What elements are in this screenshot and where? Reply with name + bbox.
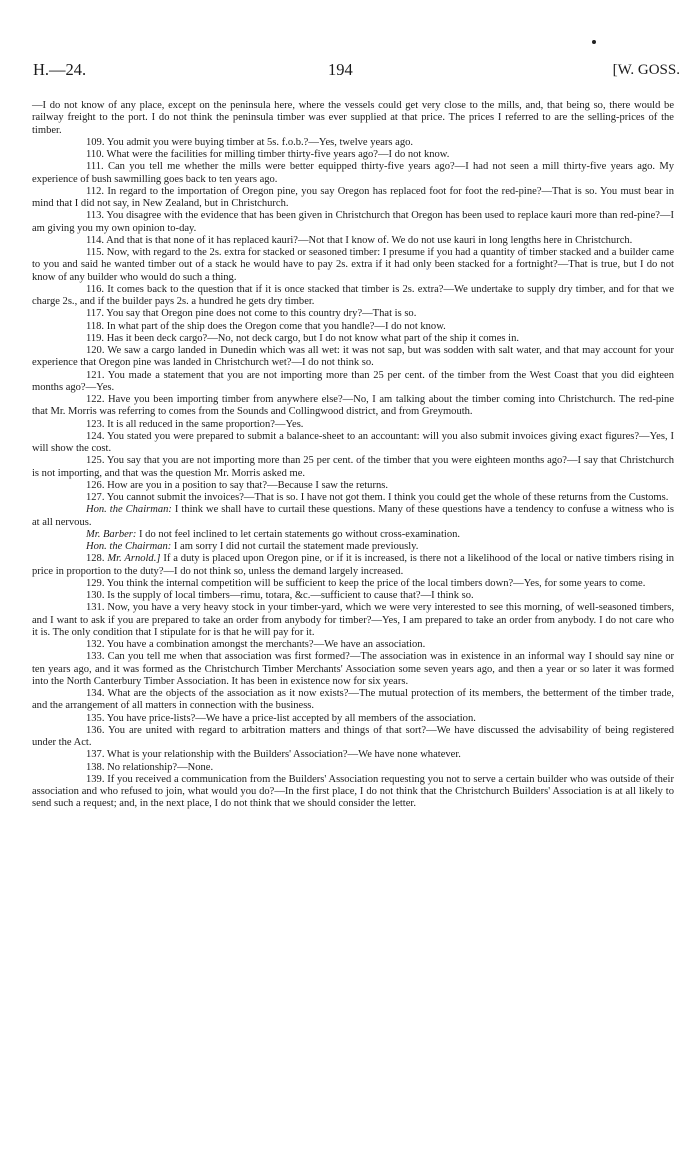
paragraph-text: 127. You cannot submit the invoices?—That is so. I have not got them. I think you could get the whole of these returns from the Customs. (86, 492, 669, 503)
paragraph-text: 134. What are the objects of the association as it now exists?—The mutual protection of its members, the betterment of the timber trade, and the arrangement of all matters in connection with the business. (32, 688, 674, 712)
paragraph-text: 133. Can you tell me when that association was first formed?—The association was in existence in an informal way I should say nine or ten years ago, and it was formed as the Christchurch Timber Merchants' Association some seven years ago, and then a year or so later it was formed into the North Canterbury Timber Association. It has been in existence now for six years. (32, 651, 674, 687)
page-number: 194 (328, 60, 353, 79)
paragraph-text: 110. What were the facilities for milling timber thirty-five years ago?—I do not know. (86, 149, 450, 160)
paragraph-text: 126. How are you in a position to say that?—Because I saw the returns. (86, 479, 388, 491)
paragraph-text: I think we shall have to curtail these questions. Many of these questions have a tendency to confuse a witness who is at all nervous. (32, 504, 674, 528)
paragraph-text: 122. Have you been importing timber from anywhere else?—No, I am talking about the timber coming into Christchurch. The red-pine that Mr. Morris was referring to comes from the Sounds and Collingwood district, and from Greymouth. (32, 394, 674, 418)
testimony-paragraph (32, 394, 674, 419)
testimony-paragraph (32, 480, 674, 492)
paragraph-text: 125. You say that you are not importing more than 25 per cent. of the timber that you were eighteen months ago?—I say that Christchurch is not importing, and that was the question Mr. Morris asked me. (32, 455, 674, 479)
testimony-paragraph (32, 186, 674, 211)
printer-mark (592, 40, 596, 44)
testimony-paragraph (32, 749, 674, 761)
witness-name: [W. GOSS. (612, 62, 680, 78)
paragraph-text: 138. No relationship?—None. (86, 761, 214, 773)
speaker-name: Hon. the Chairman: (86, 504, 172, 516)
testimony-paragraph (32, 161, 674, 186)
paragraph-text: 135. You have price-lists?—We have a price-list accepted by all members of the association. (86, 712, 476, 724)
paragraph-text: 129. You think the internal competition will be sufficient to keep the price of the local timbers down?—Yes, for some years to come. (86, 577, 646, 589)
paragraph-text: 111. Can you tell me whether the mills were better equipped thirty-five years ago?—I had not seen a mill thirty-five years ago. My experience of bush sawmilling goes back to ten years ago. (32, 161, 674, 185)
testimony-paragraph (32, 431, 674, 456)
testimony-paragraph (32, 235, 674, 247)
question-number: 128. (86, 553, 105, 565)
speaker-name: Mr. Barber: (86, 528, 137, 540)
testimony-paragraph (32, 284, 674, 309)
paragraph-text: 114. And that is that none of it has replaced kauri?—Not that I know of. We do not use kauri in long lengths here in Christchurch. (86, 234, 633, 246)
paragraph-text: 139. If you received a communication from the Builders' Association requesting you not to serve a certain builder who was outside of their association and who refused to join, what would you do?—In the first place, I do not think that the Christchurch Builders' Association is at all likely to send such a request; and, in the next place, I do not think that we should consider the letter. (32, 773, 674, 810)
testimony-paragraph (32, 713, 674, 725)
testimony-paragraph (32, 100, 674, 137)
testimony-paragraph (32, 762, 674, 774)
paragraph-text: 113. You disagree with the evidence that has been given in Christchurch that Oregon has been used to replace kauri more than red-pine?—I am giving you my own opinion to-day. (32, 210, 674, 234)
paragraph-text: 115. Now, with regard to the 2s. extra for stacked or seasoned timber: I presume if you had a quantity of timber stacked and a builder came to you and said he wanted timber out of a stack he would have to pay 2s. extra if it had only been stacked for a fortnight?—That is true, but I do not know of any builder who would do such a thing. (32, 247, 674, 283)
report-reference: H.—24. (33, 60, 87, 79)
testimony-paragraph (32, 149, 674, 161)
testimony-paragraph (32, 651, 674, 688)
testimony-paragraph (32, 137, 674, 149)
paragraph-text: 118. In what part of the ship does the Oregon come that you handle?—I do not know. (86, 320, 446, 332)
testimony-paragraph (32, 247, 674, 284)
testimony-paragraph (32, 492, 674, 504)
testimony-paragraph (32, 210, 674, 235)
testimony-paragraph (32, 725, 674, 750)
paragraph-text: 132. You have a combination amongst the merchants?—We have an association. (86, 639, 426, 650)
paragraph-text: 130. Is the supply of local timbers—rimu, totara, &c.—sufficient to cause that?—I think so. (86, 590, 474, 601)
paragraph-text: 136. You are united with regard to arbitration matters and things of that sort?—We have discussed the advisability of being registered under the Act. (32, 724, 674, 748)
testimony-paragraph (32, 370, 674, 395)
paragraph-text: 120. We saw a cargo landed in Dunedin which was all wet: it was not sap, but was sodden with salt water, and that may account for your experience that Oregon pine was landed in Christchurch wet?—I do not think so. (32, 345, 674, 369)
paragraph-text: I am sorry I did not curtail the statement made previously. (173, 541, 419, 552)
paragraph-text: 117. You say that Oregon pine does not come to this country dry?—That is so. (86, 308, 417, 320)
paragraph-text: —I do not know of any place, except on the peninsula here, where the vessels could get very close to the mills, and, that being so, there would be railway freight to the port. I do not think the peninsula timber was ever supplied at that price. The prices I referred to are the selling-prices of the timber. (32, 100, 674, 136)
testimony-paragraph (32, 419, 674, 431)
testimony-paragraph (32, 308, 674, 320)
paragraph-text: If a duty is placed upon Oregon pine, or if it is increased, is there not a likelihood of the local or native timbers rising in price in proportion to the duty?—I do not think so, unless the demand largely increased. (32, 553, 675, 577)
testimony-paragraph (32, 774, 674, 811)
paragraph-text: 116. It comes back to the question that if it is once stacked that timber is 2s. extra?—We undertake to supply dry timber, and for that we charge 2s., and if the builder pays 2s. a hundred he gets dry timber. (32, 283, 674, 307)
paragraph-text: 109. You admit you were buying timber at 5s. f.o.b.?—Yes, twelve years ago. (86, 136, 414, 148)
speaker-paragraph (32, 504, 674, 529)
speaker-paragraph (32, 553, 674, 578)
speaker-name: Mr. Arnold.] (107, 553, 161, 565)
paragraph-text: 119. Has it been deck cargo?—No, not deck cargo, but I do not know what part of the ship it comes in. (86, 332, 520, 344)
paragraph-text: 137. What is your relationship with the Builders' Association?—We have none whatever. (86, 749, 461, 761)
paragraph-text: 124. You stated you were prepared to submit a balance-sheet to an accountant: will you also submit invoices giving exact figures?—Yes, I will show the cost. (32, 430, 674, 454)
testimony-paragraph (32, 455, 674, 480)
testimony-paragraph (32, 345, 674, 370)
testimony-paragraph (32, 333, 674, 345)
testimony-paragraph (32, 639, 674, 651)
testimony-paragraph (32, 602, 674, 639)
paragraph-text: 123. It is all reduced in the same proportion?—Yes. (86, 418, 304, 430)
testimony-paragraph (32, 688, 674, 713)
testimony-paragraph (32, 578, 674, 590)
paragraph-text: 121. You made a statement that you are not importing more than 25 per cent. of the timber from the West Coast that you did eighteen months ago?—Yes. (32, 369, 674, 393)
speaker-paragraph (32, 529, 674, 541)
paragraph-text: I do not feel inclined to let certain statements go without cross-examination. (139, 528, 461, 540)
testimony-paragraph (32, 321, 674, 333)
testimony-text (32, 100, 674, 811)
paragraph-text: 112. In regard to the importation of Oregon pine, you say Oregon has replaced foot for foot the red-pine?—That is so. You must bear in mind that I did not say, in New Zealand, but in Christchurch. (32, 185, 674, 209)
speaker-name: Hon. the Chairman: (86, 541, 172, 552)
speaker-paragraph (32, 541, 674, 553)
paragraph-text: 131. Now, you have a very heavy stock in your timber-yard, which we were very interested to see this morning, of well-seasoned timbers, and I want to ask if you are prepared to take an order from anybody for timber?—Yes, I am prepared to take an order from anybody. I do not care who it is. The only condition that I stipulate for is that he will pay for it. (32, 602, 674, 638)
testimony-paragraph (32, 590, 674, 602)
